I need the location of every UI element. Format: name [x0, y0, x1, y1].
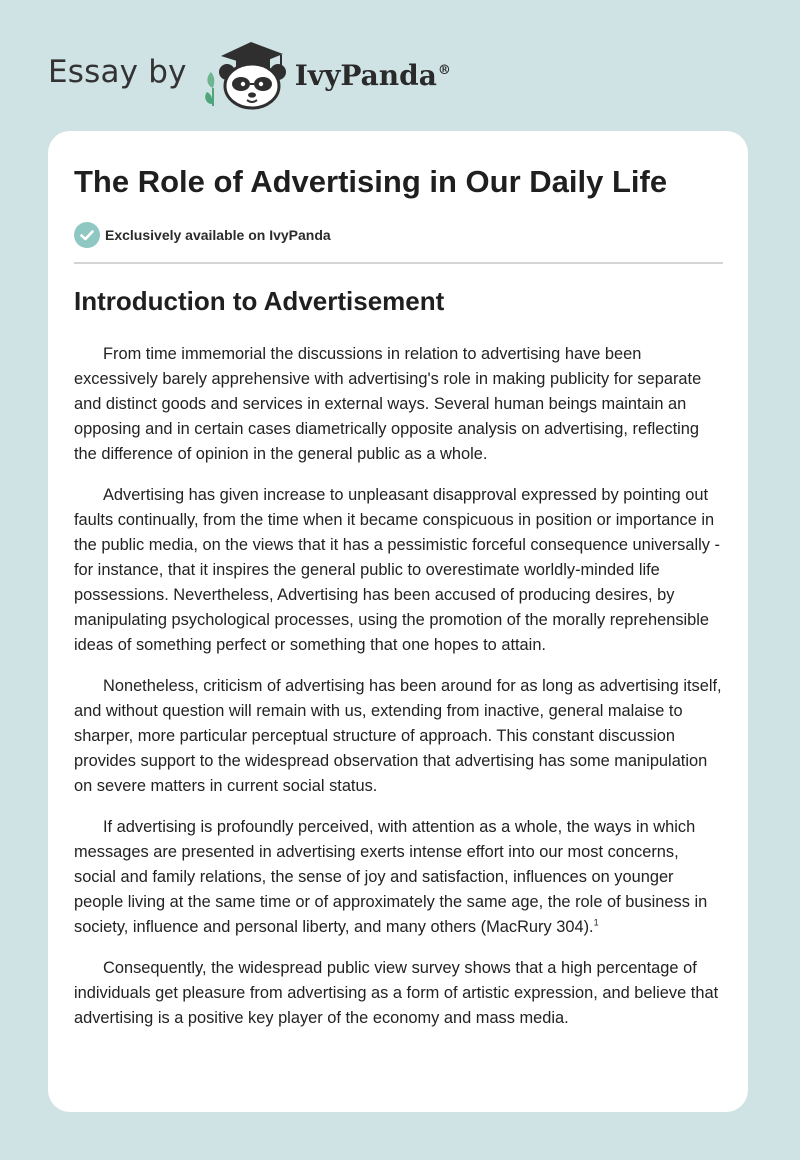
check-circle-icon	[74, 222, 100, 248]
brand-label: IvyPanda	[294, 58, 437, 92]
paragraph: Nonetheless, criticism of advertising has been around for as long as advertising itself, and without question will remain with us, extending from inactive, general malaise to sharper, more particular perceptual structure of approach. This constant discussion provides support to the widespread observation that advertising has some manipulation on severe matters in current social status.	[74, 677, 722, 795]
site-header	[48, 34, 451, 110]
paragraph: Consequently, the widespread public view survey shows that a high percentage of individuals get pleasure from advertising as a form of artistic expression, and believe that advertising is a positive key player of the economy and mass media.	[74, 959, 719, 1027]
paragraph: Advertising has given increase to unpleasant disapproval expressed by pointing out faults continually, from the time when it became conspicuous in position or importance in the public media, on the views that it has a pessimistic forceful consequence universally -for instance, that it inspires the general public to overestimate worldly-minded life possessions. Nevertheless, Advertising has been accused of producing desires, by manipulating psychological processes, using the promotion of the morally reprehensible ideas of something perfect or something that one hopes to attain.	[74, 486, 720, 654]
title-divider	[74, 262, 723, 264]
paragraph-text: If advertising is profoundly perceived, with attention as a whole, the ways in which messages are presented in advertising exerts intense effort into our most concerns, social and family relations, the sense of joy and satisfaction, influences on younger people living at the same time or of approximately the same age, the role of business in society, influence and personal liberty, and many others (MacRury 304).	[74, 818, 708, 936]
panda-graduate-logo-icon[interactable]	[201, 34, 293, 110]
essay-title: The Role of Advertising in Our Daily Life	[74, 164, 668, 199]
paragraph: From time immemorial the discussions in relation to advertising have been excessively barely apprehensive with advertising's role in making publicity for separate and distinct goods and services in external ways. Several human beings maintain an opposing and in certain cases diametrically opposite analysis on advertising, reflecting the difference of opinion in the general public as a whole.	[74, 345, 702, 463]
exclusive-badge-label: Exclusively available on IvyPanda	[105, 227, 331, 243]
registered-mark: ®	[437, 63, 451, 79]
section-heading: Introduction to Advertisement	[74, 286, 445, 316]
essay-body	[74, 342, 722, 1047]
brand-name[interactable]	[295, 59, 451, 92]
essay-card	[48, 131, 748, 1112]
footnote-marker[interactable]: 1	[593, 917, 599, 928]
paragraph-with-footnote	[74, 815, 722, 940]
exclusive-badge	[74, 222, 331, 248]
essay-by-label: Essay by	[48, 54, 187, 90]
